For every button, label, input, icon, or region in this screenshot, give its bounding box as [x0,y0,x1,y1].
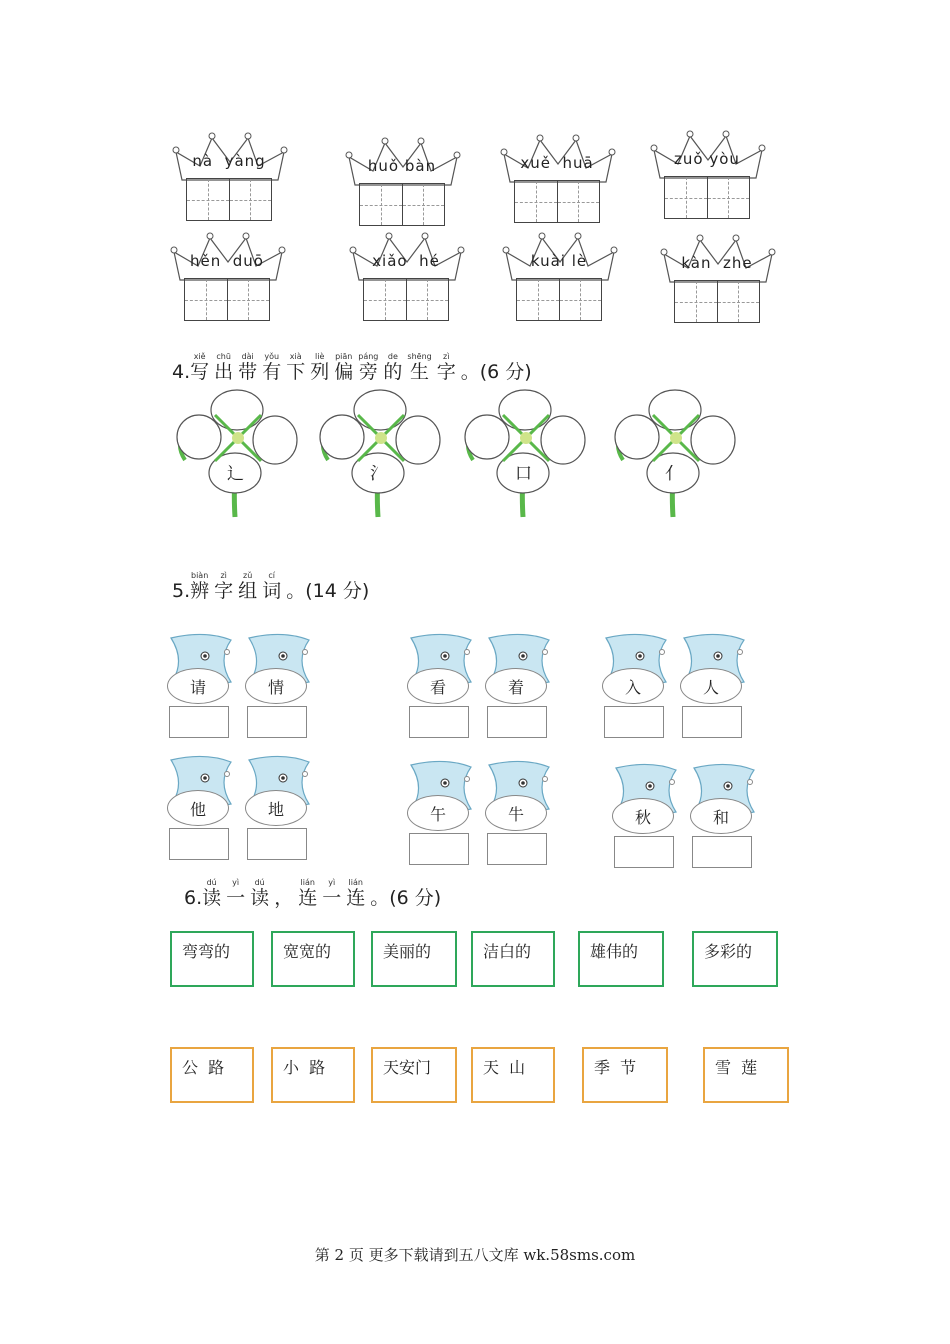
ruby-pinyin: dú [254,878,265,887]
ruby-char [262,571,281,602]
ruby-char [383,352,402,383]
tianzi-cell[interactable] [185,279,228,320]
fish-pair [165,630,325,740]
ruby-hanzi: 的 [383,361,403,383]
writing-grid[interactable] [664,176,750,219]
radical-label: 亻 [665,464,682,484]
page-footer: 第 2 页 更多下载请到五八文库 wk.58sms.com [314,1246,636,1264]
clover-icon [463,385,593,525]
adjective-box[interactable]: 美丽的 [371,931,457,987]
ruby-hanzi: ， [274,887,294,909]
ruby-char [238,352,257,383]
ruby-char [346,878,365,909]
answer-box[interactable] [614,836,674,868]
character-oval: 情 [245,668,307,704]
tianzi-cell[interactable] [187,179,230,220]
answer-box[interactable] [682,706,742,738]
fish-pair [405,630,565,740]
character-oval: 午 [407,795,469,831]
ruby-pinyin: lián [300,878,315,887]
ruby-hanzi: 下 [286,361,306,383]
pinyin-crown [168,228,286,328]
character-oval: 和 [690,798,752,834]
adjective-box[interactable]: 弯弯的 [170,931,254,987]
tianzi-cell[interactable] [558,181,600,222]
character-oval: 秋 [612,798,674,834]
clover-icon [613,385,743,525]
clover-leaf [175,385,305,535]
ruby-hanzi: 读 [250,887,270,909]
ruby-hanzi: 列 [310,361,330,383]
pinyin-crown [498,130,616,230]
ruby-pinyin: xiě [193,352,206,361]
question-score: 。(14 分) [286,580,370,602]
fish-pair [610,760,770,870]
ruby-char [190,352,209,383]
pinyin-crown [170,128,288,228]
ruby-hanzi: 出 [214,361,234,383]
ruby-char [286,352,305,383]
answer-box[interactable] [487,833,547,865]
tianzi-cell[interactable] [675,281,718,322]
clover-icon [175,385,305,525]
ruby-hanzi: 一 [226,887,246,909]
clover-leaf [613,385,743,535]
clover-leaf [318,385,448,535]
adjective-box[interactable]: 宽宽的 [271,931,355,987]
character-oval: 他 [167,790,229,826]
writing-grid[interactable] [359,183,445,226]
ruby-char [202,878,221,909]
ruby-hanzi: 带 [238,361,258,383]
ruby-pinyin: yǒu [264,352,280,361]
ruby-pinyin: dài [241,352,254,361]
answer-box[interactable] [247,706,307,738]
ruby-pinyin: biàn [191,571,209,580]
noun-box[interactable]: 天 山 [471,1047,555,1103]
ruby-pinyin: de [387,352,398,361]
pinyin-text: xuě huā [520,154,594,172]
tianzi-cell[interactable] [718,281,760,322]
pinyin-crown [500,228,618,328]
tianzi-cell[interactable] [708,177,750,218]
noun-box[interactable]: 季 节 [582,1047,668,1103]
tianzi-cell[interactable] [228,279,270,320]
answer-box[interactable] [604,706,664,738]
ruby-hanzi: 组 [238,580,258,602]
radical-label: 口 [515,464,532,484]
answer-box[interactable] [409,833,469,865]
ruby-char [238,571,257,602]
character-oval: 着 [485,668,547,704]
fish-pair [405,757,565,867]
writing-grid[interactable] [363,278,449,321]
ruby-char [310,352,329,383]
ruby-hanzi: 连 [346,887,366,909]
tianzi-cell[interactable] [364,279,407,320]
writing-grid[interactable] [514,180,600,223]
character-oval: 请 [167,668,229,704]
ruby-pinyin: páng [358,352,379,361]
ruby-pinyin: zì [443,352,450,361]
ruby-pinyin: cí [268,571,275,580]
writing-grid[interactable] [186,178,272,221]
ruby-hanzi: 字 [436,361,456,383]
tianzi-cell[interactable] [560,279,602,320]
ruby-hanzi: 生 [410,361,430,383]
tianzi-cell[interactable] [665,177,708,218]
ruby-pinyin: chū [216,352,231,361]
ruby-hanzi: 一 [322,887,342,909]
pinyin-text: hěn duō [190,252,264,270]
ruby-hanzi: 偏 [334,361,354,383]
noun-box[interactable]: 雪 莲 [703,1047,789,1103]
radical-label: 氵 [370,464,387,484]
pinyin-text: zuǒ yòu [674,150,740,168]
ruby-char [250,878,269,909]
ruby-pinyin: zǔ [243,571,253,580]
character-oval: 人 [680,668,742,704]
noun-box[interactable]: 天安门 [371,1047,457,1103]
question-number: 5. [172,580,191,602]
noun-box[interactable]: 公 路 [170,1047,254,1103]
character-oval: 入 [602,668,664,704]
clover-leaf [463,385,593,535]
question-score: 。(6 分) [370,887,442,909]
answer-box[interactable] [169,706,229,738]
pinyin-text: kuài lè [530,252,588,270]
tianzi-cell[interactable] [407,279,449,320]
fish-pair [600,630,760,740]
pinyin-crown [658,230,776,330]
ruby-pinyin: lián [348,878,363,887]
ruby-char [190,571,209,602]
question-6-title [184,878,441,909]
ruby-hanzi: 读 [202,887,222,909]
pinyin-text: kàn zhe [681,254,753,272]
adjective-box[interactable]: 多彩的 [692,931,778,987]
tianzi-cell[interactable] [230,179,272,220]
tianzi-cell[interactable] [515,181,558,222]
question-5-title [172,571,369,602]
tianzi-cell[interactable] [517,279,560,320]
clover-icon [318,385,448,525]
ruby-pinyin: piān [335,352,353,361]
ruby-pinyin: yì [328,878,336,887]
ruby-char [334,352,353,383]
pinyin-crown [648,126,766,226]
pinyin-crown [343,133,461,233]
character-oval: 看 [407,668,469,704]
ruby-char [407,352,431,383]
radical-label: 辶 [227,464,244,484]
ruby-pinyin: yì [232,878,240,887]
adjective-box[interactable]: 洁白的 [471,931,555,987]
ruby-pinyin: liè [315,352,325,361]
pinyin-text: huǒ bàn [367,157,437,175]
ruby-hanzi: 辨 [190,580,210,602]
ruby-char [214,571,233,602]
ruby-char [298,878,317,909]
writing-grid[interactable] [674,280,760,323]
noun-box[interactable]: 小 路 [271,1047,355,1103]
ruby-hanzi: 写 [190,361,210,383]
answer-box[interactable] [169,828,229,860]
ruby-char [274,878,293,909]
pinyin-text: nà yàng [192,152,266,170]
character-oval: 地 [245,790,307,826]
character-oval: 牛 [485,795,547,831]
question-number: 6. [184,887,203,909]
ruby-pinyin: xià [289,352,302,361]
writing-grid[interactable] [184,278,270,321]
ruby-char [358,352,378,383]
ruby-hanzi: 旁 [358,361,378,383]
writing-grid[interactable] [516,278,602,321]
adjective-box[interactable]: 雄伟的 [578,931,664,987]
question-number: 4. [172,361,191,383]
pinyin-crown [347,228,465,328]
ruby-char [322,878,341,909]
answer-box[interactable] [247,828,307,860]
ruby-char [437,352,456,383]
tianzi-cell[interactable] [360,184,403,225]
ruby-pinyin: zì [220,571,227,580]
ruby-hanzi: 词 [262,580,282,602]
answer-box[interactable] [692,836,752,868]
question-score: 。(6 分) [460,361,532,383]
ruby-hanzi: 连 [298,887,318,909]
ruby-char [262,352,281,383]
ruby-char [226,878,245,909]
answer-box[interactable] [487,706,547,738]
question-4-title [172,352,532,383]
ruby-hanzi: 有 [262,361,282,383]
tianzi-cell[interactable] [403,184,445,225]
pinyin-text: xiǎo hé [372,252,440,270]
ruby-hanzi: 字 [214,580,234,602]
ruby-pinyin: dú [206,878,217,887]
fish-pair [165,752,325,862]
answer-box[interactable] [409,706,469,738]
ruby-char [214,352,233,383]
ruby-pinyin: shēng [407,352,432,361]
